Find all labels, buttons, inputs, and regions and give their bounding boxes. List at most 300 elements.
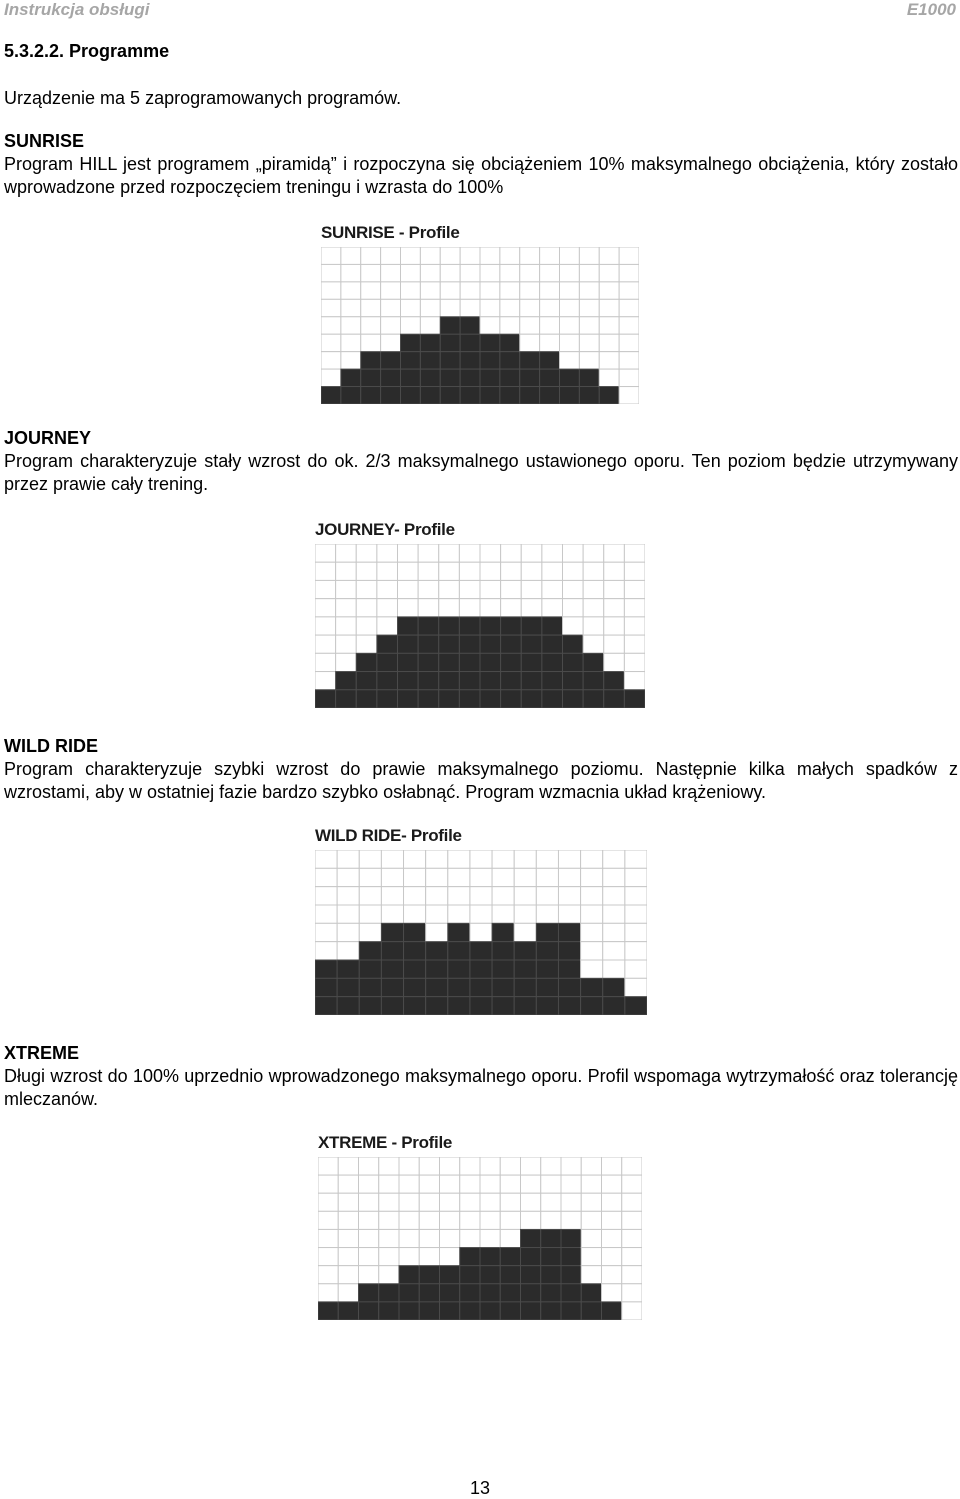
profile-cell [318, 1157, 338, 1175]
program-description: Program charakteryzuje szybki wzrost do prawie maksymalnego poziomu. Następnie kilka małych spadków z wzrostami, aby w ostatniej fazie bardzo szybko osłabnąć. Program wzmacnia układ krążeniowy. [4, 759, 958, 802]
profile-cell-filled [404, 960, 426, 978]
profile-grid-xtreme [318, 1157, 642, 1320]
profile-cell [521, 580, 542, 598]
profile-cell [440, 1193, 460, 1211]
profile-cell-filled [501, 635, 522, 653]
profile-cell-filled [379, 1302, 399, 1320]
profile-cell-filled [480, 1302, 500, 1320]
profile-cell [480, 1211, 500, 1229]
profile-cell [426, 850, 448, 868]
profile-cell [624, 599, 645, 617]
profile-cell-filled [500, 369, 520, 386]
profile-cell [338, 1175, 358, 1193]
profile-cell [341, 264, 361, 281]
profile-cell-filled [514, 960, 536, 978]
profile-cell-filled [440, 1266, 460, 1284]
profile-cell [480, 1229, 500, 1247]
profile-cell-filled [359, 997, 381, 1015]
profile-cell [418, 544, 439, 562]
profile-cell [401, 247, 421, 264]
profile-cell [321, 247, 341, 264]
profile-cell [560, 247, 580, 264]
profile-cell-filled [480, 387, 500, 404]
profile-cell [338, 1266, 358, 1284]
profile-cell [541, 1157, 561, 1175]
profile-cell [536, 905, 558, 923]
profile-cell-filled [480, 1284, 500, 1302]
profile-cell-filled [500, 1266, 520, 1284]
program-xtreme [4, 1042, 958, 1111]
profile-cell [500, 299, 520, 316]
profile-cell [318, 1248, 338, 1266]
profile-cell [480, 299, 500, 316]
profile-cell [603, 942, 625, 960]
profile-cell [379, 1211, 399, 1229]
profile-cell [583, 599, 604, 617]
profile-cell [361, 334, 381, 351]
profile-cell-filled [359, 1302, 379, 1320]
profile-cell-filled [541, 1266, 561, 1284]
profile-cell [619, 387, 639, 404]
section-title: 5.3.2.2. Programme [4, 41, 170, 61]
profile-cell-filled [341, 369, 361, 386]
profile-cell [624, 617, 645, 635]
profile-cell-filled [381, 978, 403, 996]
profile-cell-filled [492, 997, 514, 1015]
profile-cell [426, 923, 448, 941]
profile-cell [359, 1175, 379, 1193]
profile-cell [558, 850, 580, 868]
profile-cell-filled [480, 334, 500, 351]
profile-cell-filled [404, 942, 426, 960]
profile-cell [581, 868, 603, 886]
profile-cell-filled [563, 635, 584, 653]
profile-cell [603, 923, 625, 941]
profile-cell [501, 544, 522, 562]
profile-cell [440, 247, 460, 264]
profile-cell [420, 317, 440, 334]
profile-cell-filled [460, 1302, 480, 1320]
profile-cell [541, 1175, 561, 1193]
profile-cell-filled [459, 653, 480, 671]
profile-cell [625, 923, 647, 941]
program-description: Długi wzrost do 100% uprzednio wprowadzonego maksymalnego oporu. Profil wspomaga wytrzymałość oraz tolerancję mleczanów. [4, 1066, 958, 1109]
profile-cell-filled [521, 617, 542, 635]
profile-cell [379, 1157, 399, 1175]
program-description: Program HILL jest programem „piramidą” i rozpoczyna się obciążeniem 10% maksymalnego obciążenia, który zostało wprowadzone przed rozpoczęciem treningu i wzrasta do 100% [4, 154, 958, 197]
profile-cell-filled [521, 690, 542, 708]
profile-cell-filled [599, 387, 619, 404]
profile-cell-filled [581, 978, 603, 996]
profile-cell-filled [480, 690, 501, 708]
profile-cell [336, 617, 357, 635]
profile-cell-filled [604, 690, 625, 708]
profile-cell [480, 247, 500, 264]
profile-cell [602, 1229, 622, 1247]
program-wild-ride [4, 735, 958, 804]
profile-cell [315, 599, 336, 617]
profile-cell-filled [514, 997, 536, 1015]
profile-cell [622, 1157, 642, 1175]
profile-cell-filled [401, 334, 421, 351]
profile-cell [470, 850, 492, 868]
profile-cell [341, 247, 361, 264]
profile-cell [379, 1266, 399, 1284]
profile-cell [540, 299, 560, 316]
profile-cell [624, 672, 645, 690]
profile-cell [560, 334, 580, 351]
profile-cell-filled [470, 942, 492, 960]
profile-cell-filled [460, 1248, 480, 1266]
profile-cell-filled [460, 369, 480, 386]
profile-cell [460, 1175, 480, 1193]
profile-cell-filled [381, 960, 403, 978]
profile-cell-filled [480, 1248, 500, 1266]
profile-cell-filled [560, 387, 580, 404]
profile-cell [337, 942, 359, 960]
profile-cell [420, 299, 440, 316]
profile-cell [399, 1229, 419, 1247]
profile-cell [356, 635, 377, 653]
profile-cell-filled [480, 1266, 500, 1284]
profile-cell [542, 599, 563, 617]
profile-cell-filled [492, 978, 514, 996]
profile-cell-filled [404, 978, 426, 996]
profile-cell [536, 887, 558, 905]
profile-cell-filled [542, 653, 563, 671]
profile-cell [603, 850, 625, 868]
profile-cell [581, 1211, 601, 1229]
profile-cell [337, 887, 359, 905]
profile-cell-filled [542, 635, 563, 653]
profile-cell [599, 334, 619, 351]
profile-cell [521, 599, 542, 617]
profile-cell [521, 1193, 541, 1211]
profile-cell [356, 580, 377, 598]
profile-cell [420, 264, 440, 281]
profile-cell [520, 247, 540, 264]
profile-cell [377, 599, 398, 617]
profile-cell [460, 1157, 480, 1175]
profile-cell [480, 264, 500, 281]
profile-cell [492, 887, 514, 905]
profile-cell-filled [542, 690, 563, 708]
profile-cell-filled [514, 942, 536, 960]
profile-cell [404, 850, 426, 868]
profile-cell-filled [558, 960, 580, 978]
profile-cell-filled [336, 690, 357, 708]
profile-cell-filled [318, 1302, 338, 1320]
profile-cell [619, 247, 639, 264]
profile-cell-filled [315, 997, 337, 1015]
profile-cell [604, 544, 625, 562]
profile-cell [356, 544, 377, 562]
profile-cell [500, 1229, 520, 1247]
profile-cell-filled [470, 997, 492, 1015]
profile-cell-filled [501, 653, 522, 671]
profile-cell-filled [583, 672, 604, 690]
profile-cell [470, 868, 492, 886]
profile-cell-filled [460, 1284, 480, 1302]
profile-cell [480, 599, 501, 617]
profile-cell [625, 887, 647, 905]
profile-cell [377, 562, 398, 580]
profile-cell [521, 1157, 541, 1175]
profile-cell-filled [440, 369, 460, 386]
profile-cell-filled [448, 997, 470, 1015]
profile-cell [540, 334, 560, 351]
profile-cell-filled [536, 942, 558, 960]
profile-cell [398, 562, 419, 580]
profile-cell [604, 617, 625, 635]
profile-cell [470, 887, 492, 905]
profile-cell [624, 653, 645, 671]
profile-cell-filled [401, 387, 421, 404]
profile-cell [318, 1266, 338, 1284]
profile-cell-filled [439, 690, 460, 708]
profile-cell [321, 264, 341, 281]
profile-cell [321, 282, 341, 299]
profile-title: XTREME - Profile [318, 1133, 453, 1152]
profile-cell [439, 562, 460, 580]
profile-cell [500, 1157, 520, 1175]
profile-cell [439, 580, 460, 598]
profile-cell-filled [480, 617, 501, 635]
profile-cell [599, 247, 619, 264]
profile-cell [361, 282, 381, 299]
profile-cell-filled [470, 978, 492, 996]
profile-cell [581, 887, 603, 905]
profile-cell-filled [420, 334, 440, 351]
profile-cell [359, 868, 381, 886]
profile-cell [619, 369, 639, 386]
profile-cell [599, 299, 619, 316]
profile-cell-filled [440, 334, 460, 351]
profile-cell [459, 544, 480, 562]
profile-cell-filled [377, 635, 398, 653]
profile-cell [440, 1175, 460, 1193]
profile-cell-filled [501, 617, 522, 635]
profile-cell [622, 1266, 642, 1284]
profile-cell-filled [561, 1302, 581, 1320]
profile-cell [315, 923, 337, 941]
profile-cell [500, 247, 520, 264]
profile-cell-filled [439, 653, 460, 671]
profile-cell-filled [377, 653, 398, 671]
profile-cell [321, 334, 341, 351]
profile-cell [581, 1193, 601, 1211]
profile-cell-filled [381, 997, 403, 1015]
profile-cell-filled [459, 635, 480, 653]
profile-cell [448, 850, 470, 868]
profile-cell [480, 1157, 500, 1175]
profile-cell-filled [536, 997, 558, 1015]
profile-cell [401, 282, 421, 299]
profile-cell-filled [558, 923, 580, 941]
profile-cell [622, 1302, 642, 1320]
profile-cell [318, 1229, 338, 1247]
profile-cell [377, 617, 398, 635]
profile-cell-filled [337, 997, 359, 1015]
profile-cell-filled [404, 997, 426, 1015]
profile-cell [315, 653, 336, 671]
profile-cell [604, 635, 625, 653]
profile-cell [563, 599, 584, 617]
profile-cell [448, 905, 470, 923]
profile-cell [619, 334, 639, 351]
profile-cell [341, 334, 361, 351]
profile-cell-filled [418, 653, 439, 671]
profile-cell [336, 635, 357, 653]
profile-cell [521, 1175, 541, 1193]
profile-cell [338, 1248, 358, 1266]
profile-cell [480, 317, 500, 334]
profile-cell-filled [381, 352, 401, 369]
profile-cell-filled [398, 617, 419, 635]
profile-cell [418, 580, 439, 598]
profile-cell-filled [418, 672, 439, 690]
profile-cell [381, 850, 403, 868]
profile-cell [381, 334, 401, 351]
profile-cell-filled [337, 960, 359, 978]
profile-cell-filled [460, 317, 480, 334]
profile-cell [622, 1211, 642, 1229]
profile-cell-filled [398, 653, 419, 671]
profile-cell-filled [561, 1266, 581, 1284]
profile-cell [561, 1193, 581, 1211]
profile-cell [625, 942, 647, 960]
profile-cell [480, 562, 501, 580]
profile-cell [338, 1284, 358, 1302]
profile-cell-filled [361, 387, 381, 404]
profile-cell [501, 562, 522, 580]
profile-cell [460, 1229, 480, 1247]
profile-cell-filled [426, 942, 448, 960]
profile-cell-filled [521, 1284, 541, 1302]
profile-cell [625, 905, 647, 923]
profile-cell [583, 635, 604, 653]
profile-cell-filled [426, 997, 448, 1015]
profile-cell-filled [459, 617, 480, 635]
profile-cell [460, 299, 480, 316]
profile-cell [440, 299, 460, 316]
profile-cell-filled [604, 672, 625, 690]
profile-cell [540, 247, 560, 264]
profile-cell-filled [459, 672, 480, 690]
profile-cell-filled [521, 1229, 541, 1247]
profile-cell [381, 264, 401, 281]
profile-cell [602, 1193, 622, 1211]
profile-cell [583, 580, 604, 598]
profile-cell-filled [356, 672, 377, 690]
profile-cell-filled [540, 387, 560, 404]
program-name: JOURNEY [4, 428, 92, 448]
profile-cell [579, 264, 599, 281]
profile-cell [520, 299, 540, 316]
profile-cell [540, 317, 560, 334]
profile-cell [440, 1211, 460, 1229]
profile-cell [579, 334, 599, 351]
profile-cell-filled [480, 369, 500, 386]
profile-cell [625, 868, 647, 886]
profile-cell [356, 599, 377, 617]
profile-cell [341, 352, 361, 369]
profile-cell-filled [448, 960, 470, 978]
profile-cell [459, 562, 480, 580]
profile-cell [604, 580, 625, 598]
profile-cell-filled [541, 1302, 561, 1320]
profile-cell [338, 1157, 358, 1175]
profile-cell-filled [418, 617, 439, 635]
profile-cell [470, 905, 492, 923]
profile-cell-filled [480, 672, 501, 690]
header-doc-title: Instrukcja obsługi [4, 0, 150, 19]
profile-cell [381, 282, 401, 299]
profile-cell [379, 1175, 399, 1193]
profile-cell-filled [541, 1248, 561, 1266]
profile-cell-filled [561, 1229, 581, 1247]
profile-cell [359, 1211, 379, 1229]
profile-cell [560, 264, 580, 281]
profile-cell-filled [563, 690, 584, 708]
profile-cell [500, 264, 520, 281]
profile-cell-filled [563, 653, 584, 671]
profile-cell [501, 599, 522, 617]
profile-cell [404, 887, 426, 905]
profile-cell [579, 299, 599, 316]
profile-cell-filled [439, 635, 460, 653]
profile-cell [603, 887, 625, 905]
profile-cell-filled [492, 923, 514, 941]
profile-cell-filled [583, 653, 604, 671]
profile-cell-filled [460, 1266, 480, 1284]
profile-cell [315, 672, 336, 690]
profile-xtreme [318, 1133, 642, 1320]
profile-cell-filled [480, 635, 501, 653]
profile-cell-filled [520, 369, 540, 386]
profile-cell-filled [602, 1302, 622, 1320]
profile-cell-filled [381, 942, 403, 960]
profile-cell [419, 1193, 439, 1211]
profile-cell-filled [480, 352, 500, 369]
profile-cell [604, 599, 625, 617]
profile-cell-filled [520, 387, 540, 404]
profile-cell [379, 1193, 399, 1211]
profile-cell [460, 1193, 480, 1211]
profile-cell [470, 923, 492, 941]
profile-cell [500, 1211, 520, 1229]
profile-cell-filled [579, 387, 599, 404]
profile-cell [361, 317, 381, 334]
profile-cell-filled [356, 690, 377, 708]
profile-cell-filled [500, 1284, 520, 1302]
profile-cell [381, 887, 403, 905]
profile-cell-filled [418, 690, 439, 708]
profile-cell-filled [315, 960, 337, 978]
profile-cell [624, 635, 645, 653]
profile-cell-filled [418, 635, 439, 653]
profile-cell-filled [399, 1266, 419, 1284]
profile-grid-wild-ride [315, 850, 647, 1015]
profile-cell [480, 544, 501, 562]
profile-cell [500, 317, 520, 334]
profile-cell [521, 1211, 541, 1229]
profile-cell [581, 1157, 601, 1175]
profile-cell-filled [401, 369, 421, 386]
profile-cell [520, 264, 540, 281]
profile-cell-filled [579, 369, 599, 386]
profile-cell-filled [603, 978, 625, 996]
